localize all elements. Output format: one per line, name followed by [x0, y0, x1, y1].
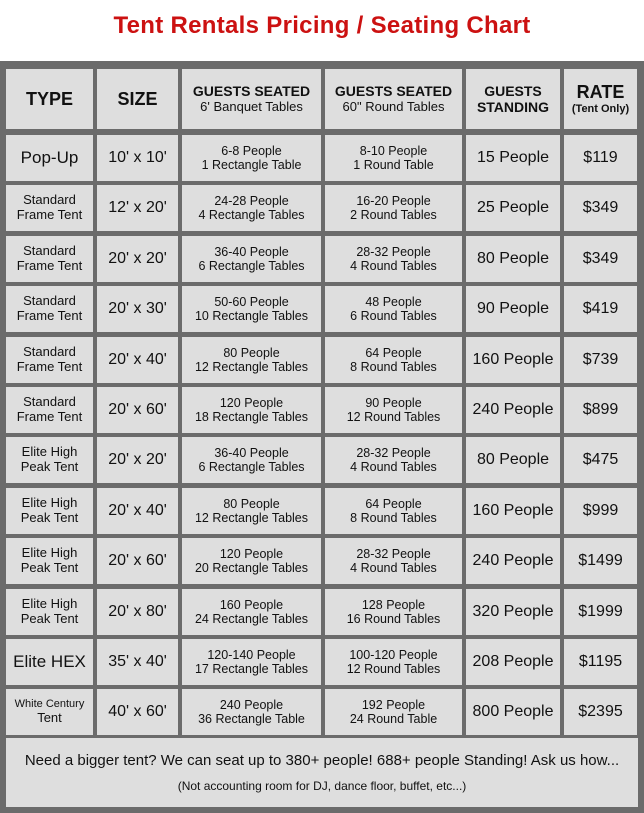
cell-banquet: [182, 286, 321, 332]
standing-value: 80 People: [476, 450, 550, 468]
cell-round: [325, 337, 462, 383]
type-line: Standard: [23, 344, 76, 360]
cell-rate: [564, 387, 637, 433]
cell-rate: [564, 236, 637, 282]
banquet-line: 4 Rectangle Tables: [198, 208, 305, 222]
header-type-label: TYPE: [25, 88, 73, 109]
cell-round: [325, 639, 462, 685]
round-line: 64 People: [365, 496, 422, 511]
cell-standing: [466, 286, 560, 332]
banquet-line: 120 People: [219, 546, 284, 561]
type-line: Tent: [37, 709, 62, 725]
cell-banquet: [182, 185, 321, 231]
cell-size: [97, 437, 178, 483]
cell-rate: [564, 488, 637, 534]
banquet-line: 80 People: [223, 345, 280, 360]
round-line: 192 People: [361, 697, 426, 712]
banquet-line: 20 Rectangle Tables: [194, 561, 309, 575]
round-line: 12 Round Tables: [346, 410, 441, 424]
cell-standing: [466, 538, 560, 584]
cell-size: [97, 135, 178, 181]
cell-type: [6, 689, 93, 735]
header-type: [6, 69, 93, 129]
cell-size: [97, 286, 178, 332]
cell-size: [97, 589, 178, 635]
cell-type: [6, 538, 93, 584]
cell-banquet: [182, 387, 321, 433]
standing-value: 160 People: [472, 501, 554, 519]
cell-size: [97, 185, 178, 231]
header-size-label: SIZE: [117, 88, 158, 109]
round-line: 16-20 People: [356, 193, 431, 208]
banquet-line: 12 Rectangle Tables: [194, 360, 309, 374]
type-line: Elite HEX: [13, 652, 86, 672]
header-banquet-title: GUESTS SEATED: [192, 83, 311, 100]
size-value: 20' x 30': [108, 299, 167, 317]
cell-type: [6, 236, 93, 282]
rate-value: $999: [582, 501, 619, 519]
size-value: 20' x 20': [108, 249, 167, 267]
round-line: 12 Round Tables: [346, 662, 441, 676]
cell-rate: [564, 286, 637, 332]
cell-banquet: [182, 236, 321, 282]
round-line: 28-32 People: [356, 546, 431, 561]
type-line: Peak Tent: [20, 560, 79, 575]
footer-line-1: Need a bigger tent? We can seat up to 380+ people! 688+ people Standing! Ask us how...: [24, 752, 620, 769]
size-value: 20' x 40': [108, 501, 167, 519]
cell-size: [97, 689, 178, 735]
type-line: Pop-Up: [20, 148, 79, 168]
round-line: 100-120 People: [349, 647, 438, 662]
cell-standing: [466, 236, 560, 282]
rate-value: $1195: [578, 652, 623, 670]
footer-line-2: (Not accounting room for DJ, dance floor, buffet, etc...): [177, 779, 467, 793]
type-line: Frame Tent: [16, 409, 83, 424]
cell-banquet: [182, 337, 321, 383]
header-round-title: GUESTS SEATED: [334, 83, 453, 100]
size-value: 10' x 10': [108, 148, 167, 166]
header-round: [325, 69, 462, 129]
footer-note: [6, 738, 638, 807]
cell-rate: [564, 589, 637, 635]
type-line: Frame Tent: [16, 359, 83, 374]
cell-size: [97, 639, 178, 685]
standing-value: 208 People: [472, 652, 554, 670]
banquet-line: 24-28 People: [214, 193, 289, 208]
cell-round: [325, 185, 462, 231]
round-line: 8-10 People: [359, 143, 428, 158]
round-line: 128 People: [361, 597, 426, 612]
type-line: Elite High: [21, 596, 78, 612]
header-banquet: [182, 69, 321, 129]
header-size: [97, 69, 178, 129]
size-value: 20' x 40': [108, 350, 167, 368]
cell-rate: [564, 135, 637, 181]
round-line: 16 Round Tables: [346, 612, 441, 626]
cell-rate: [564, 639, 637, 685]
banquet-line: 50-60 People: [214, 294, 289, 309]
type-line: Frame Tent: [16, 207, 83, 222]
cell-size: [97, 236, 178, 282]
rate-value: $1999: [578, 602, 623, 620]
banquet-line: 12 Rectangle Tables: [194, 511, 309, 525]
cell-banquet: [182, 538, 321, 584]
cell-type: [6, 589, 93, 635]
cell-standing: [466, 589, 560, 635]
round-line: 4 Round Tables: [350, 561, 437, 575]
standing-value: 240 People: [472, 551, 554, 569]
type-line: Frame Tent: [16, 258, 83, 273]
header-rate-sub: (Tent Only): [571, 103, 630, 116]
standing-value: 800 People: [472, 702, 554, 720]
header-standing: [466, 69, 560, 129]
cell-standing: [466, 135, 560, 181]
cell-rate: [564, 538, 637, 584]
cell-round: [325, 538, 462, 584]
banquet-line: 160 People: [219, 597, 284, 612]
banquet-line: 17 Rectangle Tables: [194, 662, 309, 676]
standing-value: 240 People: [472, 400, 554, 418]
rate-value: $1499: [578, 551, 623, 569]
standing-value: 320 People: [472, 602, 554, 620]
round-line: 64 People: [365, 345, 422, 360]
cell-standing: [466, 337, 560, 383]
cell-standing: [466, 185, 560, 231]
standing-value: 15 People: [476, 148, 550, 166]
cell-round: [325, 236, 462, 282]
banquet-line: 10 Rectangle Tables: [194, 309, 309, 323]
cell-banquet: [182, 488, 321, 534]
cell-type: [6, 488, 93, 534]
cell-round: [325, 286, 462, 332]
banquet-line: 6 Rectangle Tables: [198, 460, 305, 474]
cell-type: [6, 135, 93, 181]
round-line: 4 Round Tables: [350, 460, 437, 474]
cell-standing: [466, 689, 560, 735]
cell-standing: [466, 437, 560, 483]
type-line: Frame Tent: [16, 308, 83, 323]
header-banquet-sub: 6' Banquet Tables: [200, 98, 303, 114]
cell-size: [97, 337, 178, 383]
round-line: 1 Round Table: [353, 158, 434, 172]
cell-type: [6, 387, 93, 433]
rate-value: $119: [583, 148, 618, 166]
rate-value: $349: [582, 249, 619, 267]
type-line: Standard: [23, 293, 76, 309]
type-line: Peak Tent: [20, 510, 79, 525]
size-value: 20' x 20': [108, 450, 167, 468]
size-value: 40' x 60': [108, 702, 167, 720]
rate-value: $419: [582, 299, 619, 317]
cell-round: [325, 488, 462, 534]
cell-standing: [466, 488, 560, 534]
round-line: 48 People: [365, 294, 422, 309]
banquet-line: 6-8 People: [221, 143, 282, 158]
cell-type: [6, 286, 93, 332]
size-value: 35' x 40': [108, 652, 167, 670]
size-value: 20' x 80': [108, 602, 167, 620]
banquet-line: 6 Rectangle Tables: [198, 259, 305, 273]
standing-value: 90 People: [476, 299, 550, 317]
banquet-line: 240 People: [219, 697, 284, 712]
banquet-line: 18 Rectangle Tables: [194, 410, 309, 424]
rate-value: $475: [582, 450, 619, 468]
cell-round: [325, 387, 462, 433]
cell-rate: [564, 689, 637, 735]
round-line: 6 Round Tables: [350, 309, 437, 323]
cell-standing: [466, 639, 560, 685]
header-rate-title: RATE: [576, 82, 625, 103]
type-line: Elite High: [21, 545, 78, 561]
cell-banquet: [182, 135, 321, 181]
cell-banquet: [182, 437, 321, 483]
header-round-sub: 60" Round Tables: [342, 98, 445, 114]
banquet-line: 80 People: [223, 496, 280, 511]
cell-standing: [466, 387, 560, 433]
round-line: 28-32 People: [356, 244, 431, 259]
round-line: 28-32 People: [356, 445, 431, 460]
pricing-table: [0, 61, 644, 813]
cell-size: [97, 387, 178, 433]
banquet-line: 120-140 People: [207, 647, 296, 662]
round-line: 2 Round Tables: [350, 208, 437, 222]
cell-rate: [564, 185, 637, 231]
round-line: 90 People: [365, 395, 422, 410]
rate-value: $2395: [578, 702, 623, 720]
round-line: 4 Round Tables: [350, 259, 437, 273]
cell-type: [6, 437, 93, 483]
banquet-line: 24 Rectangle Tables: [194, 612, 309, 626]
banquet-line: 36-40 People: [214, 445, 289, 460]
cell-type: [6, 185, 93, 231]
banquet-line: 36 Rectangle Table: [198, 712, 305, 726]
banquet-line: 36-40 People: [214, 244, 289, 259]
cell-round: [325, 135, 462, 181]
type-line: Standard: [23, 394, 76, 410]
standing-value: 160 People: [472, 350, 554, 368]
cell-rate: [564, 337, 637, 383]
standing-value: 80 People: [476, 249, 550, 267]
round-line: 24 Round Table: [349, 712, 438, 726]
size-value: 12' x 20': [108, 198, 167, 216]
cell-banquet: [182, 689, 321, 735]
size-value: 20' x 60': [108, 400, 167, 418]
rate-value: $739: [582, 350, 619, 368]
type-line: White Century: [14, 698, 85, 711]
cell-banquet: [182, 639, 321, 685]
round-line: 8 Round Tables: [350, 360, 437, 374]
cell-round: [325, 689, 462, 735]
rate-value: $349: [582, 198, 619, 216]
type-line: Standard: [23, 192, 76, 208]
banquet-line: 1 Rectangle Table: [201, 158, 302, 172]
cell-type: [6, 337, 93, 383]
standing-value: 25 People: [476, 198, 550, 216]
type-line: Elite High: [21, 444, 78, 460]
cell-banquet: [182, 589, 321, 635]
cell-rate: [564, 437, 637, 483]
header-standing-line1: GUESTS: [484, 82, 542, 99]
header-rate: [564, 69, 637, 129]
header-standing-line2: STANDING: [476, 99, 550, 115]
cell-size: [97, 538, 178, 584]
cell-round: [325, 437, 462, 483]
type-line: Peak Tent: [20, 459, 79, 474]
type-line: Elite High: [21, 495, 78, 511]
cell-round: [325, 589, 462, 635]
size-value: 20' x 60': [108, 551, 167, 569]
cell-size: [97, 488, 178, 534]
type-line: Peak Tent: [20, 611, 79, 626]
page-title: Tent Rentals Pricing / Seating Chart: [113, 12, 531, 39]
cell-type: [6, 639, 93, 685]
rate-value: $899: [582, 400, 619, 418]
type-line: Standard: [23, 243, 76, 259]
banquet-line: 120 People: [219, 395, 284, 410]
round-line: 8 Round Tables: [350, 511, 437, 525]
